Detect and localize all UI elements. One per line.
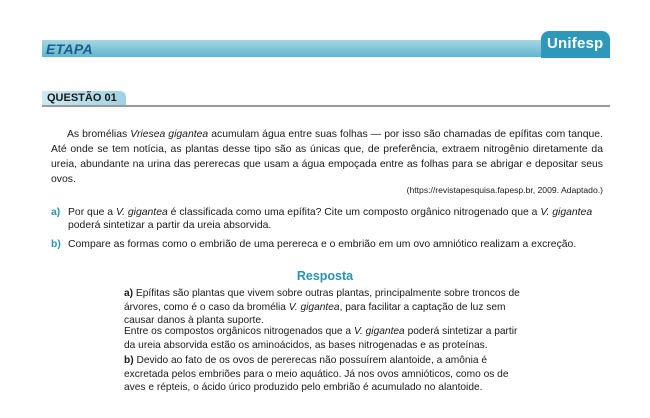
item-b-letter: b) — [51, 239, 61, 250]
item-a-text — [51, 206, 603, 232]
intro-text-1: As bromélias — [67, 129, 131, 140]
item-a-letter: a) — [51, 207, 61, 218]
item-a-species2: V. gigantea — [540, 207, 593, 218]
brand-logo: ETAPA — [46, 41, 93, 57]
answer-b-paragraph — [124, 354, 527, 395]
question-item-b — [51, 238, 603, 251]
item-a-part1: Por que a — [68, 207, 116, 218]
answer-a2-part2: poderá sintetizar a partir da ureia absorvida estão os aminoácidos, as bases nitrogenadas e as proteínas. — [124, 326, 518, 351]
answer-b-text: Devido ao fato de os ovos de pererecas não possuírem alantoide, a amônia é excretada pelos embriões para o meio aquático. Já nos ovos amnióticos, como os de aves e répteis, o ácido úrico produzido pelo embrião é acumulado no alantoide. — [124, 355, 509, 393]
intro-species: Vriesea gigantea — [130, 129, 209, 140]
header-bar — [42, 40, 610, 57]
item-a-part2: é classificada como uma epífita? Cite um composto orgânico nitrogenado que a — [167, 207, 541, 218]
source-citation: (https://revistapesquisa.fapesp.br, 2009. Adaptado.) — [406, 185, 603, 195]
question-label: QUESTÃO 01 — [47, 92, 117, 104]
answer-b-letter: b) — [124, 355, 134, 366]
answer-a1-part1: Epífitas são plantas que vivem sobre outras plantas, principalmente sobre troncos de árvores, como é o caso da bromélia — [124, 288, 520, 313]
intro-text-2: acumulam água entre suas folhas — por isso são chamadas de epífitas com tanque. Até onde se tem notícia, as plantas desse tipo são as únicas que, de preferência, extraem nitrogênio diretamente da ureia, abundante na urina das pererecas que usam a água empoçada entre as folhas para se abrigar e depositar seus ovos. — [51, 129, 603, 185]
answer-title: Resposta — [296, 269, 354, 283]
answer-a-letter: a) — [124, 288, 134, 299]
item-a-part3: poderá sintetizar a partir da ureia absorvida. — [68, 220, 272, 231]
answer-a-paragraph1 — [124, 287, 527, 328]
question-divider — [42, 105, 610, 107]
answer-a2-part1: Entre os compostos orgânicos nitrogenados que a — [124, 326, 354, 337]
item-a-species: V. gigantea — [115, 207, 168, 218]
answer-a2-species: V. gigantea — [353, 326, 405, 337]
answer-a-paragraph2 — [124, 325, 527, 352]
intro-paragraph — [51, 127, 603, 187]
answer-a1-part2: , para facilitar a captação de luz sem causar danos à planta suporte. — [124, 301, 506, 326]
item-b-text: Compare as formas como o embrião de uma perereca e o embrião em um ovo amniótico realizam a excreção. — [68, 239, 577, 250]
question-item-a — [51, 206, 603, 232]
answer-a1-species: V. gigantea — [288, 301, 340, 313]
exam-name: Unifesp — [547, 35, 604, 52]
